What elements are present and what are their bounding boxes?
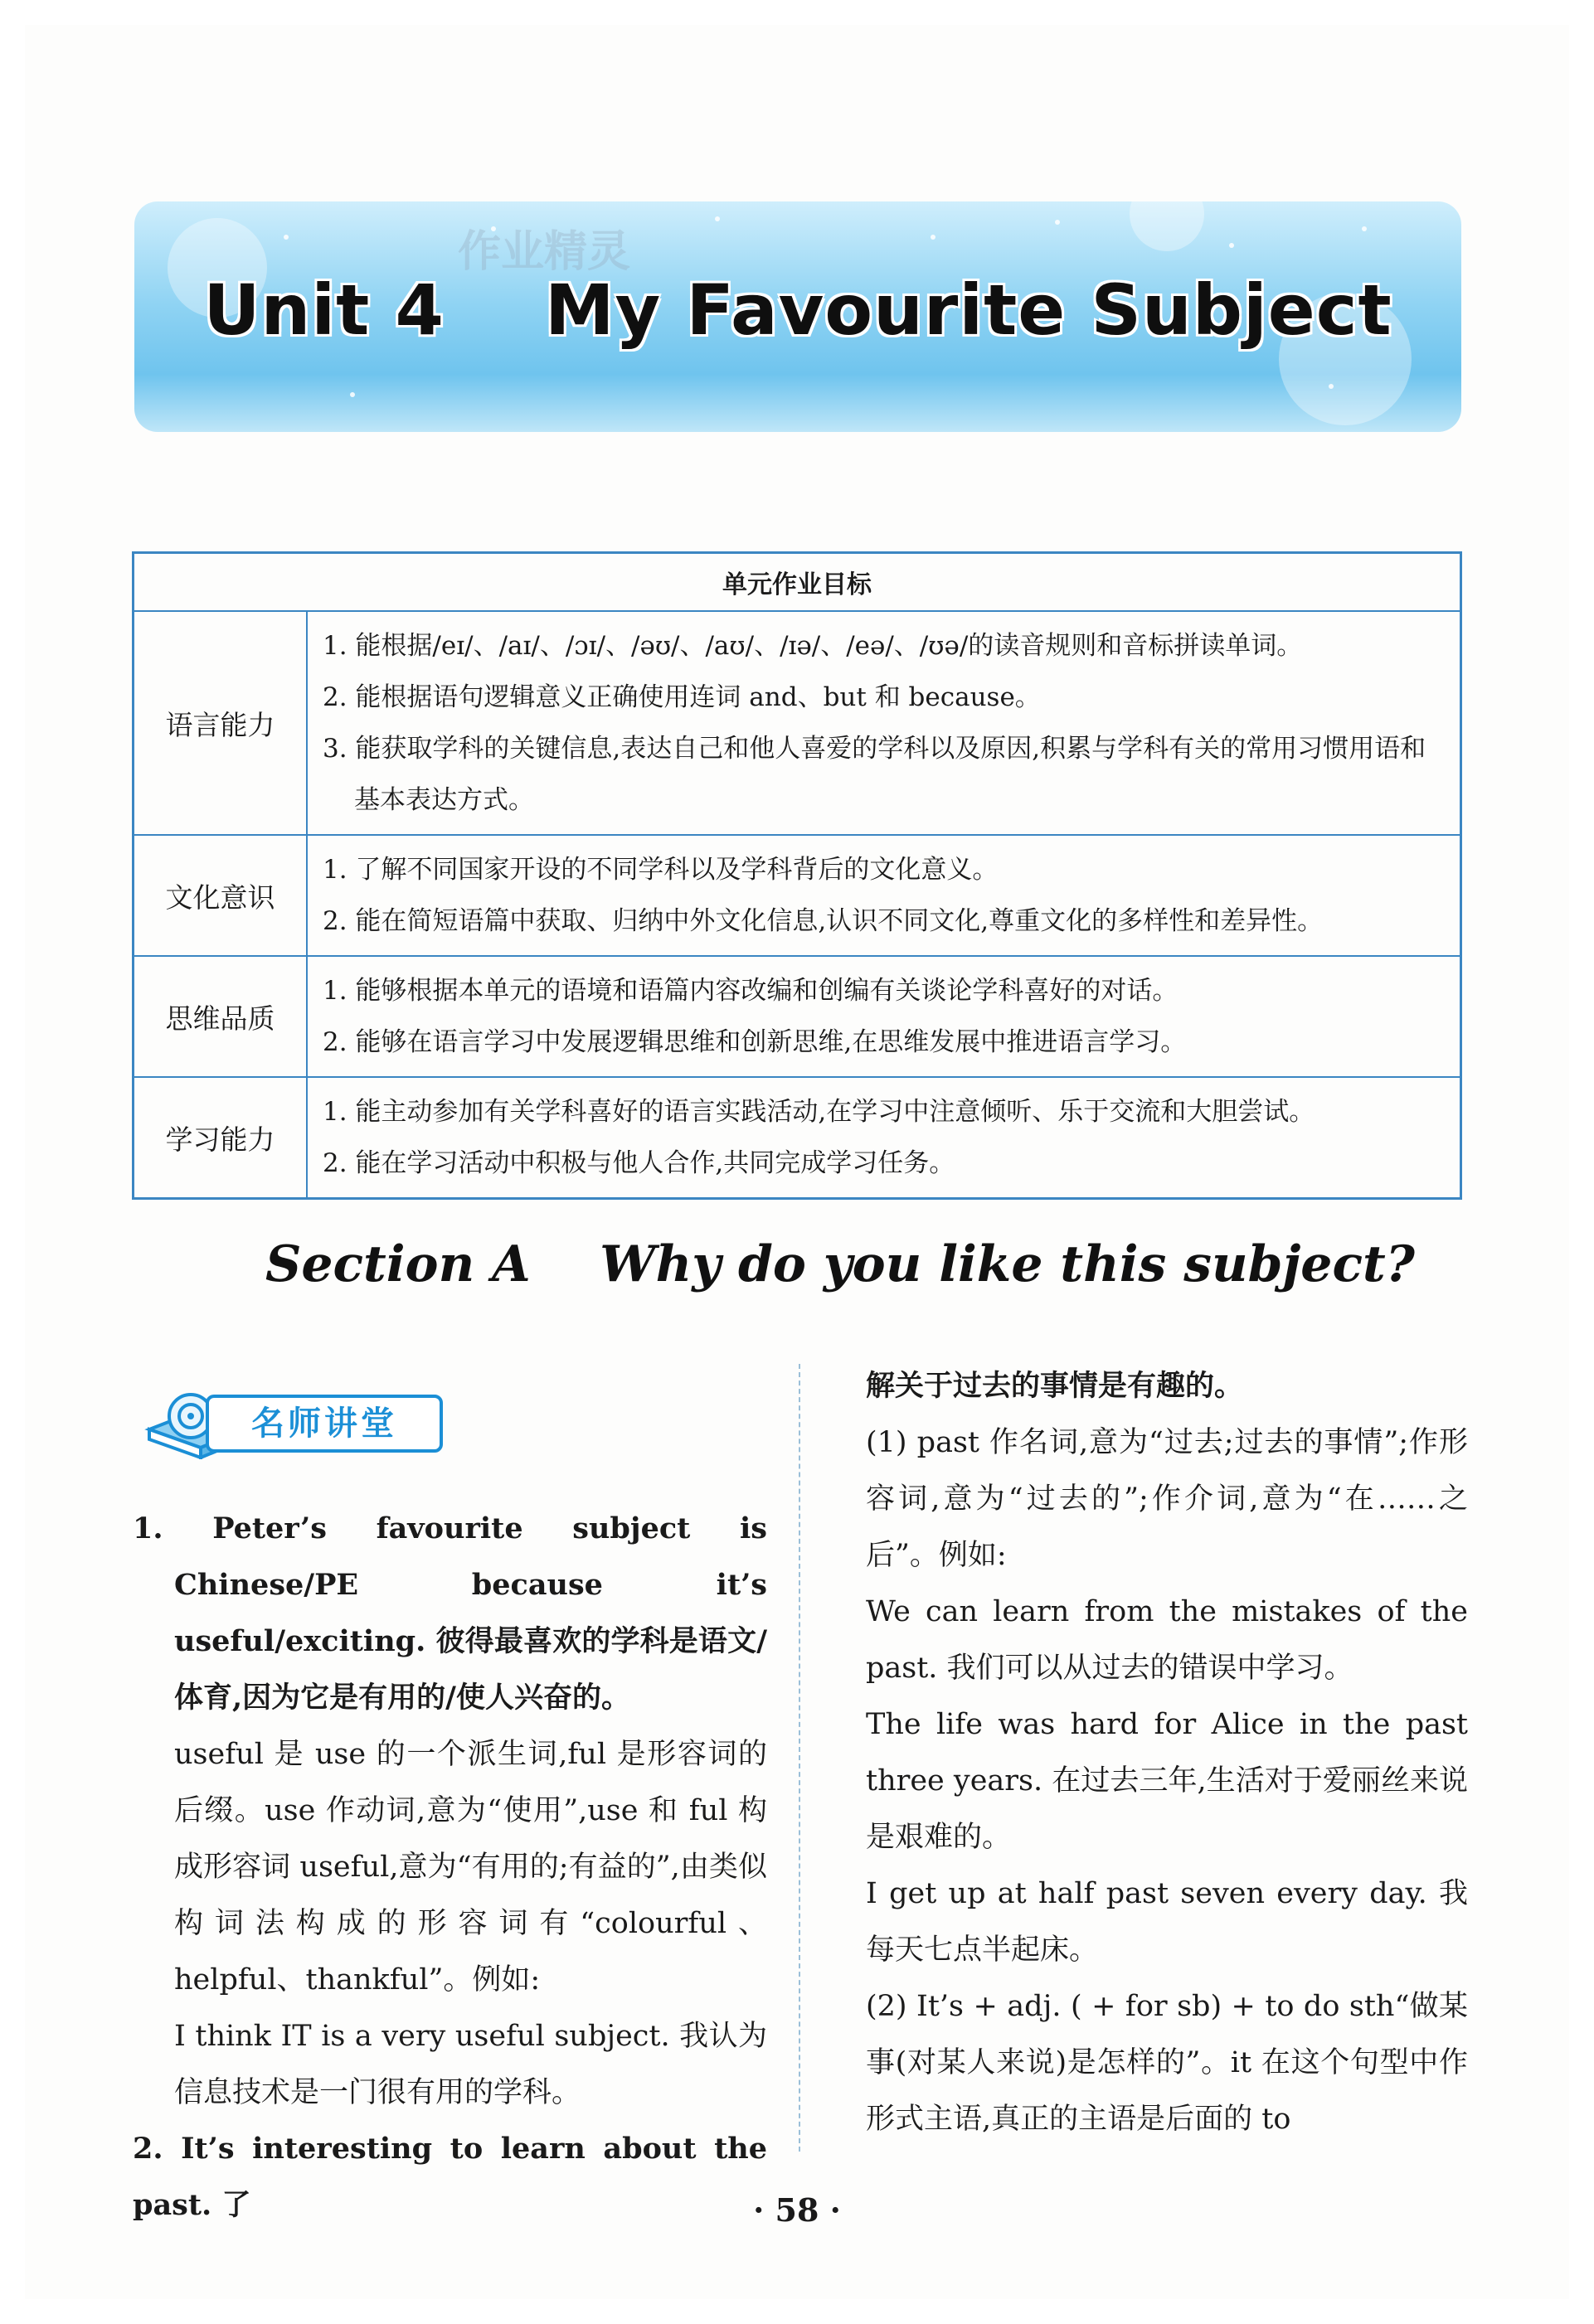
goal-item: 1. 能根据/eɪ/、/aɪ/、/ɔɪ/、/əʊ/、/aʊ/、/ɪə/、/eə/、/ʊə/的读音规则和音标拼读单词。: [323, 631, 1303, 661]
example-sentence: I get up at half past seven every day. 我每天七点半起床。: [866, 1877, 1468, 1967]
column-divider: [799, 1364, 800, 2152]
point-1-explanation: useful 是 use 的一个派生词,ful 是形容词的后缀。use 作动词,意为“使用”,use 和 ful 构成形容词 useful,意为“有用的;有益的”,由类似构词法构成的形容词有“colourful、helpful、thankful”。例如:: [174, 1738, 767, 1997]
sub-point-1: (1) past 作名词,意为“过去;过去的事情”;作形容词,意为“过去的”;作介词,意为“在……之后”。例如:: [866, 1426, 1468, 1572]
goal-category: 学习能力: [134, 1077, 308, 1199]
goal-item: 2. 能根据语句逻辑意义正确使用连词 and、but 和 because。: [323, 682, 1041, 712]
goal-items: [307, 835, 1461, 956]
point-1-heading: 1. Peter’s favourite subject is Chinese/PE because it’s useful/exciting. 彼得最喜欢的学科是语文/体育,因为它是有用的/使人兴奋的。: [133, 1511, 767, 1715]
table-row: [134, 835, 1461, 956]
goal-items: [307, 1077, 1461, 1199]
goal-category: 文化意识: [134, 835, 308, 956]
goal-item: 1. 能够根据本单元的语境和语篇内容改编和创编有关谈论学科喜好的对话。: [323, 976, 1178, 1006]
point-2-heading: 2. It’s interesting to learn about the past. 了: [133, 2132, 767, 2222]
goal-category: 思维品质: [134, 956, 308, 1077]
badge-label: 名师讲堂: [206, 1395, 443, 1453]
goal-item: 1. 能主动参加有关学科喜好的语言实践活动,在学习中注意倾听、乐于交流和大胆尝试。: [323, 1097, 1315, 1127]
table-row: [134, 1077, 1461, 1199]
point-1-example: I think IT is a very useful subject. 我认为信息技术是一门很有用的学科。: [174, 2020, 767, 2109]
goal-item: 1. 了解不同国家开设的不同学科以及学科背后的文化意义。: [323, 855, 999, 885]
goal-items: [307, 956, 1461, 1077]
goals-table-header: 单元作业目标: [134, 553, 1461, 612]
goal-category: 语言能力: [134, 611, 308, 835]
unit-title: Unit 4 My Favourite Subject: [203, 269, 1392, 351]
table-row: [134, 956, 1461, 1077]
watermark-logo: 作业精灵: [458, 227, 631, 277]
goal-items: [307, 611, 1461, 835]
example-sentence: We can learn from the mistakes of the past. 我们可以从过去的错误中学习。: [866, 1595, 1468, 1685]
right-column: [866, 1358, 1468, 2147]
sub-point-2: (2) It’s + adj. ( + for sb) + to do sth“做某事(对某人来说)是怎样的”。it 在这个句型中作形式主语,真正的主语是后面的 to: [866, 1990, 1468, 2136]
table-row: [134, 611, 1461, 835]
goal-item: 2. 能够在语言学习中发展逻辑思维和创新思维,在思维发展中推进语言学习。: [323, 1027, 1187, 1057]
left-column: [133, 1501, 767, 2234]
goal-item: 2. 能在学习活动中积极与他人合作,共同完成学习任务。: [323, 1148, 955, 1178]
section-title: Section A Why do you like this subject?: [265, 1235, 1415, 1293]
point-2-heading-continued: 解关于过去的事情是有趣的。: [866, 1369, 1244, 1403]
unit-banner: [134, 201, 1461, 432]
goal-item: 2. 能在简短语篇中获取、归纳中外文化信息,认识不同文化,尊重文化的多样性和差异性。: [323, 906, 1324, 936]
teacher-lecture-badge: [141, 1386, 441, 1459]
goal-item: 3. 能获取学科的关键信息,表达自己和他人喜爱的学科以及原因,积累与学科有关的常用习惯用语和基本表达方式。: [323, 734, 1426, 815]
page-number: · 58 ·: [753, 2191, 841, 2229]
example-sentence: The life was hard for Alice in the past three years. 在过去三年,生活对于爱丽丝来说是艰难的。: [866, 1708, 1468, 1854]
unit-goals-table: [132, 551, 1462, 1200]
